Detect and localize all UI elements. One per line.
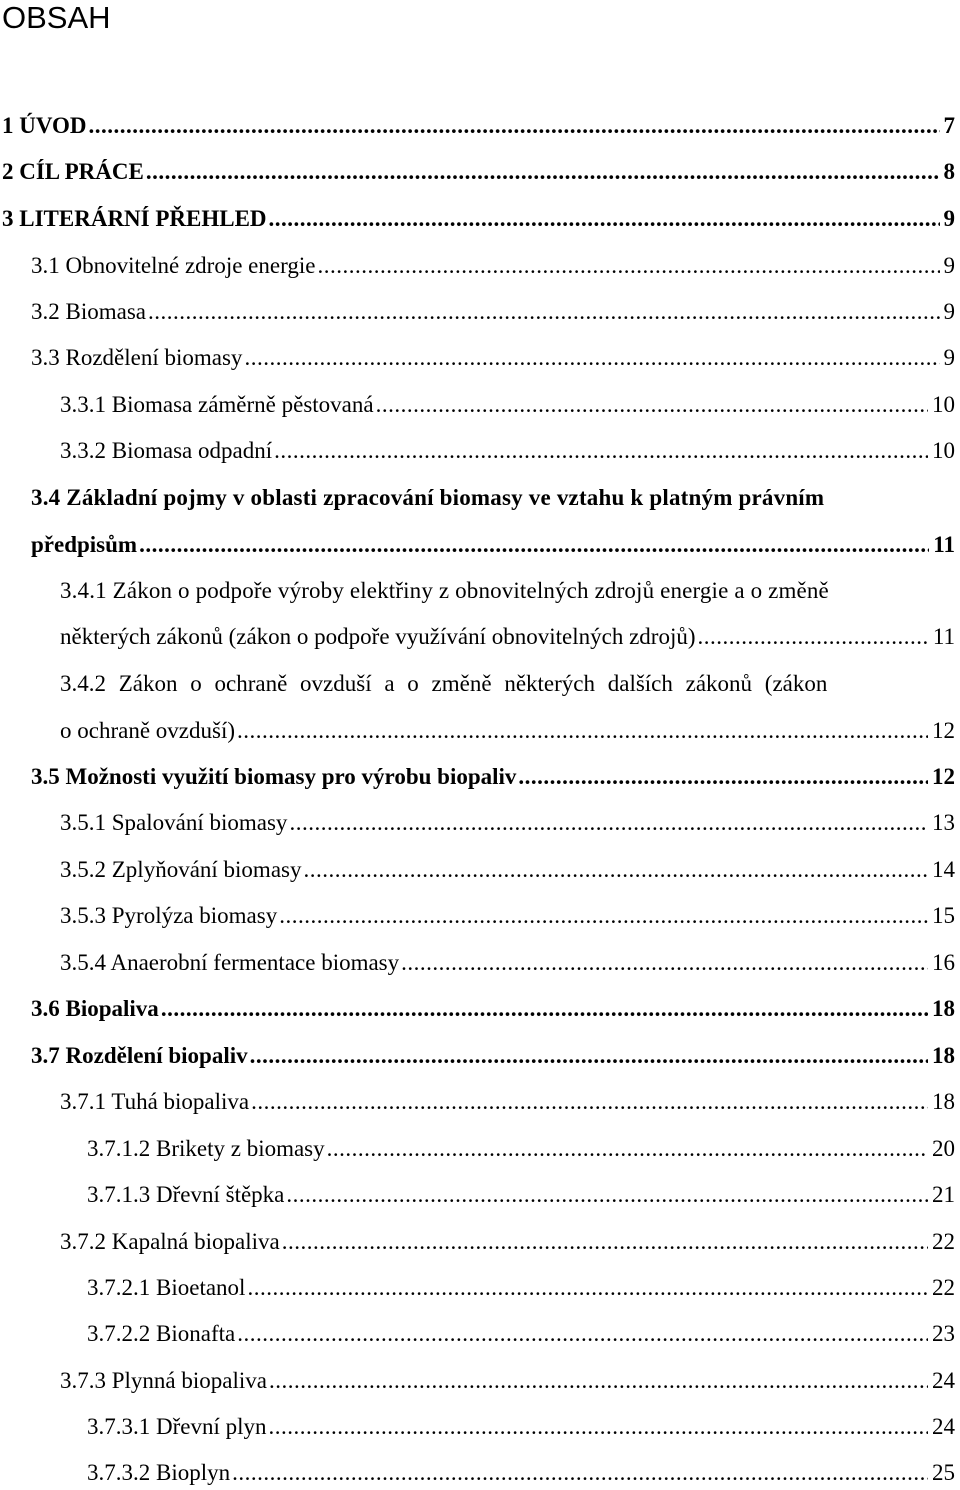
- toc-entry[interactable]: [60, 716, 955, 746]
- toc-entry-title: 3.7.1.3 Dřevní štěpka: [87, 1182, 285, 1207]
- toc-entry[interactable]: [31, 251, 955, 281]
- toc-entry-page: 14: [932, 857, 955, 882]
- toc-entry-page: 13: [932, 810, 955, 835]
- toc-entry[interactable]: [60, 1087, 955, 1117]
- toc-leader-dots: [250, 1041, 928, 1071]
- toc-entry-title: 1 ÚVOD: [2, 113, 87, 138]
- toc-entry-page: 24: [932, 1368, 955, 1393]
- toc-leader-dots: [244, 343, 939, 373]
- toc-leader-dots: [89, 111, 940, 141]
- toc-entry-page: 12: [932, 718, 955, 743]
- toc-entry-title: 3.3.2 Biomasa odpadní: [60, 438, 273, 463]
- toc-entry[interactable]: [60, 1227, 955, 1257]
- toc-leader-dots: [376, 390, 928, 420]
- toc-entry-title: 3.4 Základní pojmy v oblasti zpracování biomasy ve vztahu k platným právním: [31, 485, 825, 510]
- toc-leader-dots: [518, 762, 928, 792]
- toc-entry-page: 21: [932, 1182, 955, 1207]
- toc-leader-dots: [237, 716, 928, 746]
- toc-leader-dots: [237, 1319, 928, 1349]
- toc-entry-title: 3.5 Možnosti využití biomasy pro výrobu biopaliv: [31, 764, 517, 789]
- toc-entry-page: 25: [932, 1460, 955, 1485]
- toc-entry-title: 2 CÍL PRÁCE: [2, 159, 144, 184]
- toc-entry-title: 3.7 Rozdělení biopaliv: [31, 1043, 248, 1068]
- toc-entry-page: 18: [932, 1043, 955, 1068]
- toc-entry[interactable]: [87, 1273, 955, 1303]
- toc-leader-dots: [269, 204, 940, 234]
- toc-entry-title: 3.4.2 Zákon o ochraně ovzduší a o změně některých dalších zákonů (zákon: [60, 671, 828, 696]
- toc-entry[interactable]: [87, 1458, 955, 1488]
- toc-leader-dots: [161, 994, 928, 1024]
- toc-entry-title: 3.5.3 Pyrolýza biomasy: [60, 903, 278, 928]
- toc-leader-dots: [317, 251, 939, 281]
- toc-entry[interactable]: [31, 762, 955, 792]
- toc-entry[interactable]: [31, 1041, 955, 1071]
- toc-entry[interactable]: [31, 343, 955, 373]
- toc-entry-page: 10: [932, 438, 955, 463]
- toc-entry[interactable]: [60, 855, 955, 885]
- toc-entry-page: 18: [932, 1089, 955, 1114]
- toc-leader-dots: [232, 1458, 928, 1488]
- toc-entry-title: 3.3 Rozdělení biomasy: [31, 345, 243, 370]
- toc-leader-dots: [327, 1134, 928, 1164]
- toc-entry-page: 10: [932, 392, 955, 417]
- toc-leader-dots: [303, 855, 928, 885]
- toc-entry-title: 3.4.1 Zákon o podpoře výroby elektřiny z obnovitelných zdrojů energie a o změně: [60, 578, 829, 603]
- toc-entry-title: o ochraně ovzduší): [60, 718, 235, 743]
- toc-leader-dots: [251, 1087, 928, 1117]
- toc-leader-dots: [148, 297, 940, 327]
- toc-entry-page: 9: [943, 206, 955, 231]
- toc-entry-title: 3.7.1 Tuhá biopaliva: [60, 1089, 250, 1114]
- toc-leader-dots: [282, 1227, 928, 1257]
- toc-entry-page: 22: [932, 1275, 955, 1300]
- toc-entry-page: 23: [932, 1321, 955, 1346]
- toc-entry-page: 8: [943, 159, 955, 184]
- toc-entry-page: 9: [943, 345, 955, 370]
- toc-entry-page: 16: [932, 950, 955, 975]
- toc-leader-dots: [146, 157, 940, 187]
- toc-entry-title: 3.6 Biopaliva: [31, 996, 159, 1021]
- toc-leader-dots: [401, 948, 928, 978]
- toc-entry-page: 22: [932, 1229, 955, 1254]
- toc-entry-title: 3.7.2.2 Bionafta: [87, 1321, 236, 1346]
- toc-entry-title: 3 LITERÁRNÍ PŘEHLED: [2, 206, 267, 231]
- toc-entry[interactable]: [60, 390, 955, 420]
- toc-entry-line[interactable]: [31, 483, 955, 513]
- page-title: OBSAH: [2, 0, 111, 35]
- toc-entry-title: 3.5.2 Zplyňování biomasy: [60, 857, 302, 882]
- toc-entry-page: 7: [943, 113, 955, 138]
- toc-entry-title: 3.7.3.1 Dřevní plyn: [87, 1414, 267, 1439]
- toc-entry-page: 20: [932, 1136, 955, 1161]
- toc-entry-title: 3.7.2.1 Bioetanol: [87, 1275, 246, 1300]
- toc-entry[interactable]: [2, 204, 955, 234]
- toc-entry-title: některých zákonů (zákon o podpoře využívání obnovitelných zdrojů): [60, 624, 696, 649]
- toc-entry[interactable]: [60, 948, 955, 978]
- toc-entry[interactable]: [31, 994, 955, 1024]
- toc-entry-page: 18: [932, 996, 955, 1021]
- toc-entry-page: 11: [932, 624, 955, 649]
- toc-entry[interactable]: [87, 1412, 955, 1442]
- toc-entry[interactable]: [60, 1366, 955, 1396]
- toc-entry[interactable]: [31, 530, 955, 560]
- toc-entry[interactable]: [31, 297, 955, 327]
- toc-leader-dots: [247, 1273, 928, 1303]
- toc-entry-title: 3.3.1 Biomasa záměrně pěstovaná: [60, 392, 374, 417]
- toc-entry[interactable]: [87, 1134, 955, 1164]
- toc-entry[interactable]: [2, 157, 955, 187]
- toc-leader-dots: [139, 530, 929, 560]
- toc-entry-title: 3.5.1 Spalování biomasy: [60, 810, 288, 835]
- toc-entry-page: 15: [932, 903, 955, 928]
- toc-leader-dots: [274, 436, 928, 466]
- toc-entry[interactable]: [60, 808, 955, 838]
- toc-entry-page: 9: [943, 299, 955, 324]
- toc-leader-dots: [289, 808, 928, 838]
- toc-leader-dots: [286, 1180, 928, 1210]
- toc-entry-page: 12: [932, 764, 955, 789]
- toc-entry-page: 9: [943, 253, 955, 278]
- toc-leader-dots: [269, 1366, 928, 1396]
- toc-entry[interactable]: [60, 436, 955, 466]
- toc-entry-title: 3.7.1.2 Brikety z biomasy: [87, 1136, 325, 1161]
- toc-entry-title: předpisům: [31, 532, 138, 557]
- toc-entry-title: 3.7.2 Kapalná biopaliva: [60, 1229, 280, 1254]
- toc-entry[interactable]: [87, 1319, 955, 1349]
- toc-entry-page: 11: [933, 532, 955, 557]
- toc-entry-title: 3.2 Biomasa: [31, 299, 146, 324]
- toc-entry[interactable]: [2, 111, 955, 141]
- toc-leader-dots: [269, 1412, 928, 1442]
- toc-leader-dots: [698, 622, 929, 652]
- toc-entry[interactable]: [60, 622, 955, 652]
- toc-entry-title: 3.5.4 Anaerobní fermentace biomasy: [60, 950, 400, 975]
- toc-entry-line[interactable]: [60, 669, 955, 699]
- toc-leader-dots: [279, 901, 928, 931]
- toc-entry-line[interactable]: [60, 576, 955, 606]
- toc-entry-page: 24: [932, 1414, 955, 1439]
- toc-entry[interactable]: [60, 901, 955, 931]
- toc-entry[interactable]: [87, 1180, 955, 1210]
- toc-entry-title: 3.7.3 Plynná biopaliva: [60, 1368, 267, 1393]
- toc-entry-title: 3.7.3.2 Bioplyn: [87, 1460, 231, 1485]
- toc-entry-title: 3.1 Obnovitelné zdroje energie: [31, 253, 316, 278]
